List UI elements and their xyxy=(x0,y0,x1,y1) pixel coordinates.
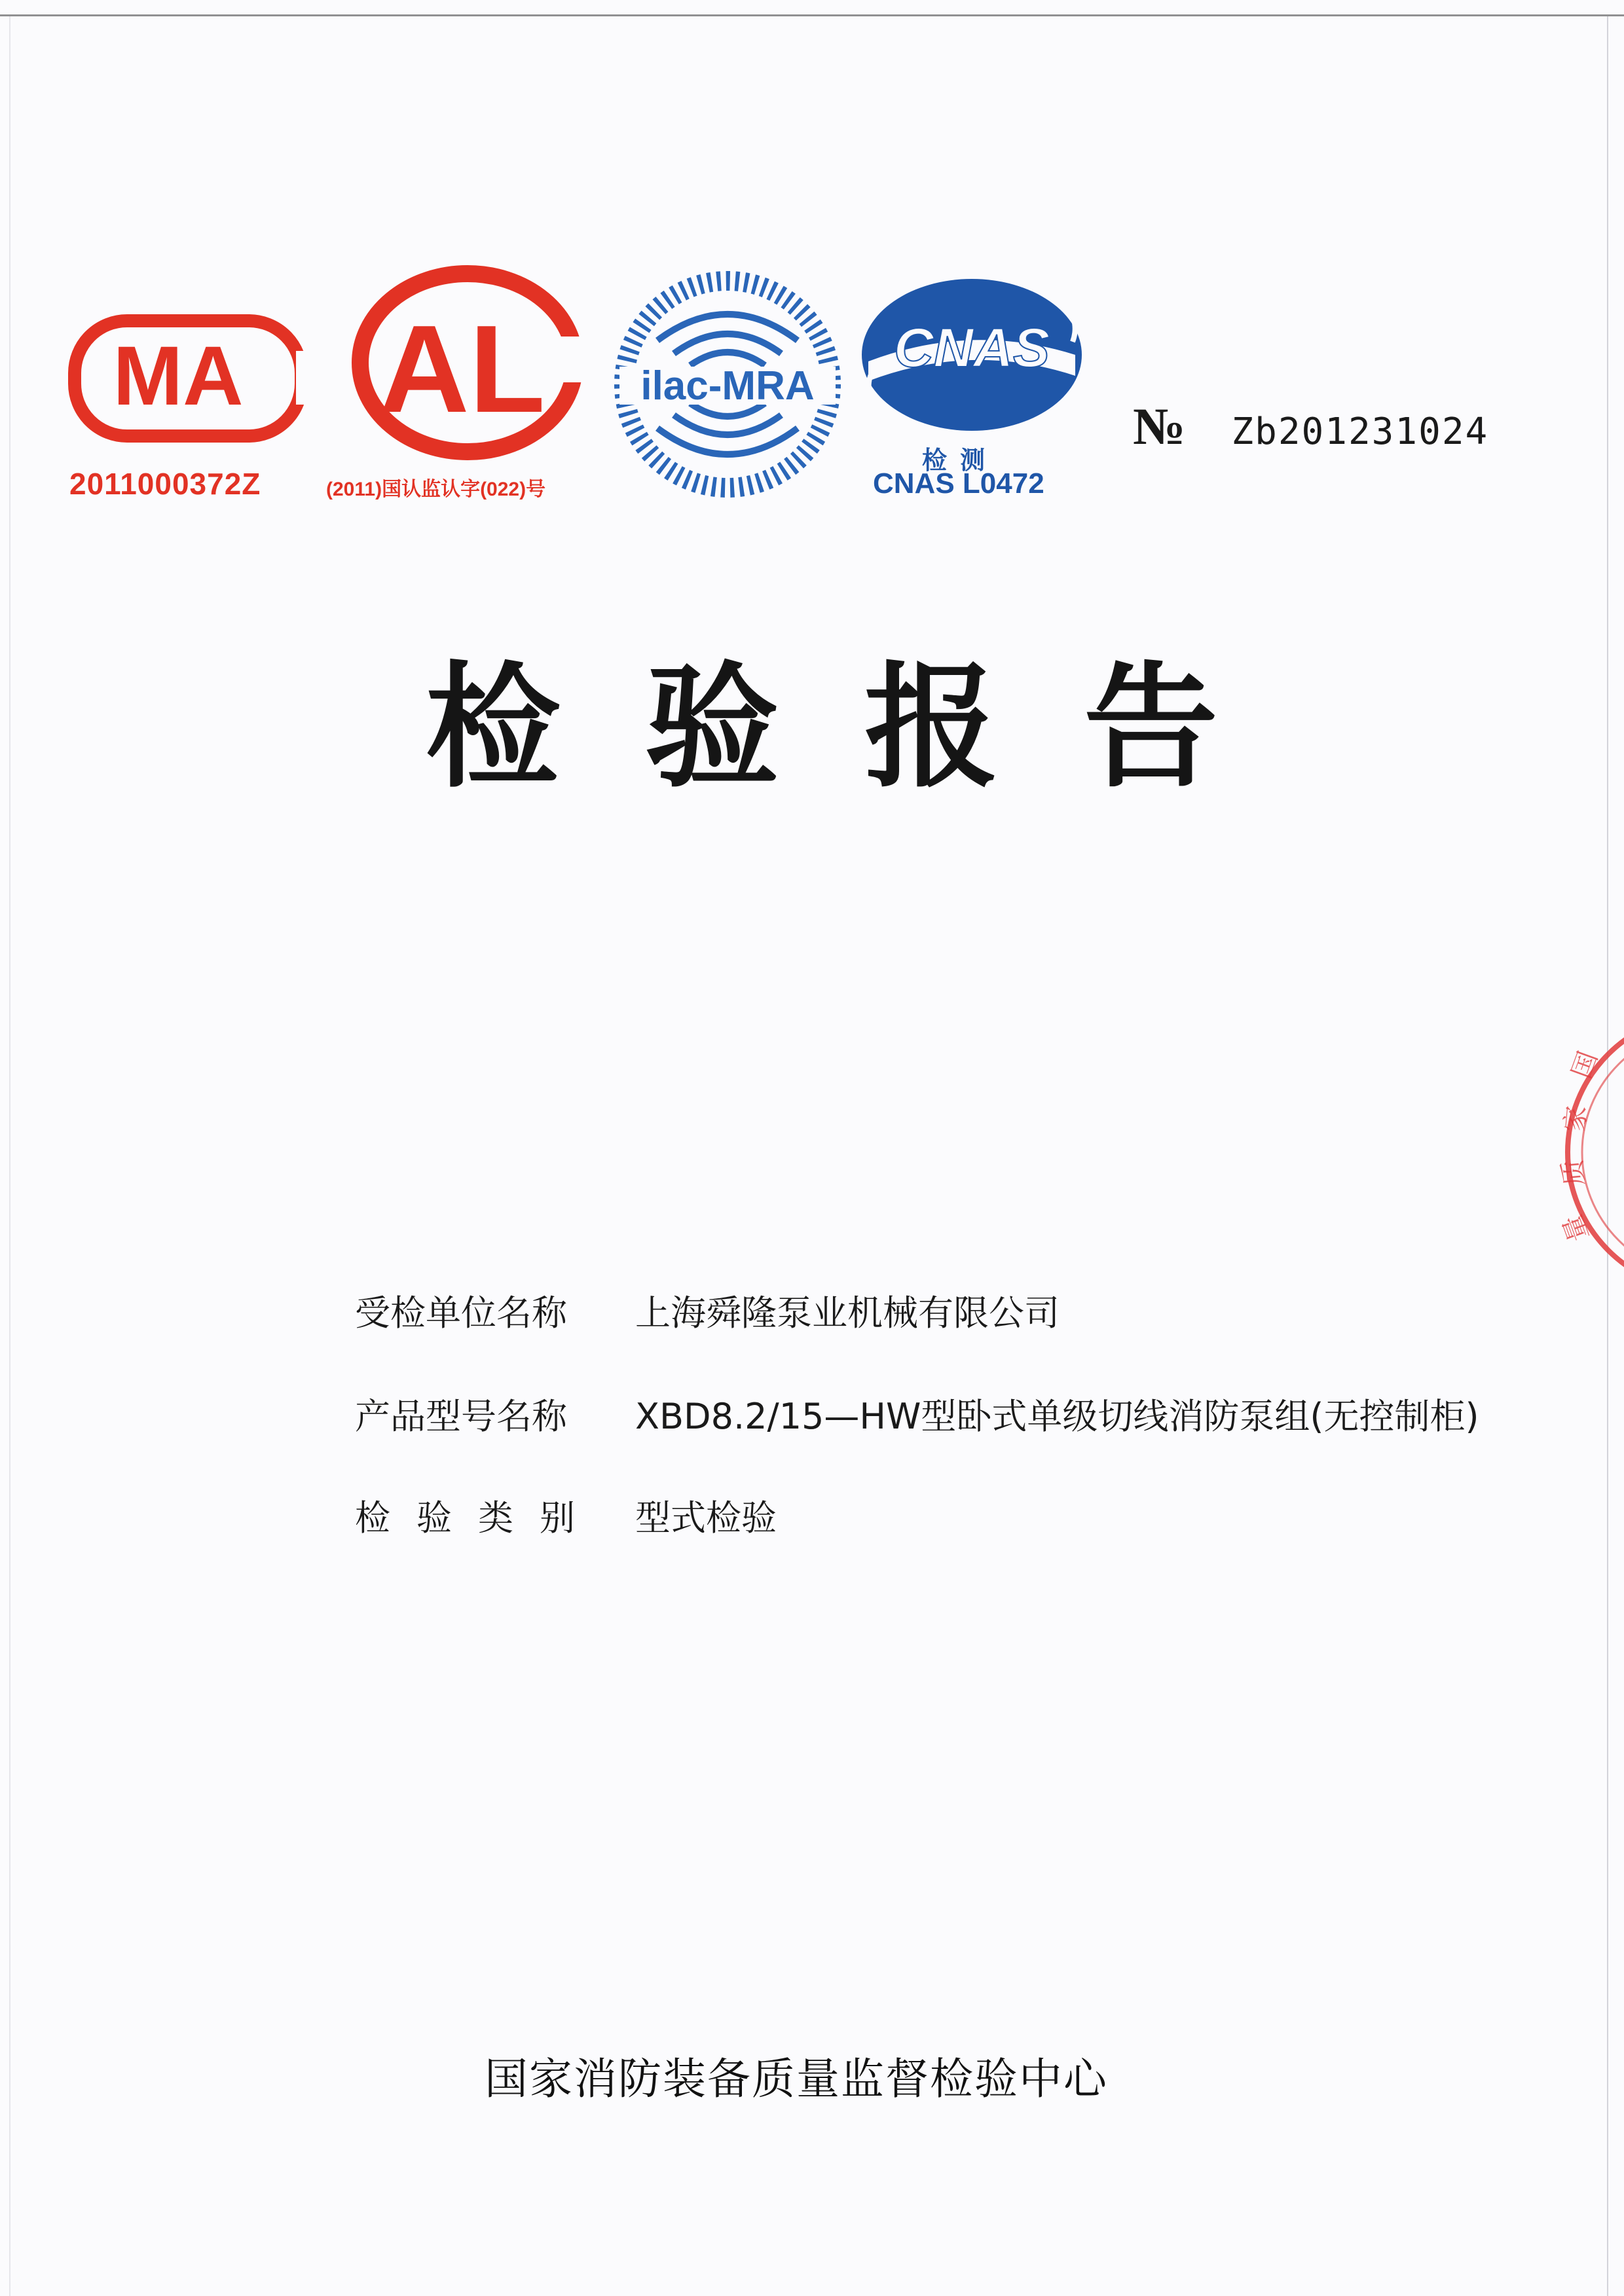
cal-logo xyxy=(350,264,585,461)
field-value: XBD8.2/15—HW型卧式单级切线消防泵组(无控制柜) xyxy=(635,1396,1479,1437)
field-label: 检验类别 xyxy=(355,1497,601,1539)
page-top-edge xyxy=(0,14,1624,16)
cma-mark-text: MA xyxy=(113,329,244,423)
cnas-testing-label: 检测 xyxy=(922,446,999,475)
cnas-accreditation-number: CNAS L0472 xyxy=(873,467,1044,500)
svg-text:质: 质 xyxy=(1557,1158,1590,1188)
cnas-logo xyxy=(857,263,1092,446)
cma-logo xyxy=(68,313,308,445)
field-value: 上海舜隆泵业机械有限公司 xyxy=(635,1292,1060,1334)
field-row-inspection-type xyxy=(355,1490,777,1540)
field-row-inspected-unit xyxy=(355,1285,1060,1336)
cma-certificate-number: 2011000372Z xyxy=(69,467,261,501)
field-value: 型式检验 xyxy=(635,1497,777,1539)
ilac-mra-logo xyxy=(612,268,843,500)
svg-text:国: 国 xyxy=(1566,1048,1604,1083)
report-number-value: Zb201231024 xyxy=(1231,410,1489,453)
cal-mark-text: AL xyxy=(379,300,545,439)
ilac-mark-text: ilac-MRA xyxy=(640,363,815,409)
report-number xyxy=(1133,397,1488,457)
field-label: 产品型号名称 xyxy=(355,1396,567,1437)
official-seal-stamp xyxy=(1556,1002,1624,1305)
page-left-edge xyxy=(9,16,10,2296)
field-label: 受检单位名称 xyxy=(355,1292,567,1334)
cal-certificate-number: (2011)国认监认字(022)号 xyxy=(326,479,546,500)
field-row-product-model xyxy=(355,1389,1479,1439)
report-title: 检验报告 xyxy=(426,650,1303,806)
cnas-mark-text: CNAS xyxy=(893,317,1050,378)
svg-text:家: 家 xyxy=(1560,1104,1593,1133)
svg-text:量: 量 xyxy=(1557,1210,1595,1246)
issuing-organization: 国家消防装备质量监督检验中心 xyxy=(485,2054,1108,2104)
number-symbol: № xyxy=(1133,398,1186,456)
